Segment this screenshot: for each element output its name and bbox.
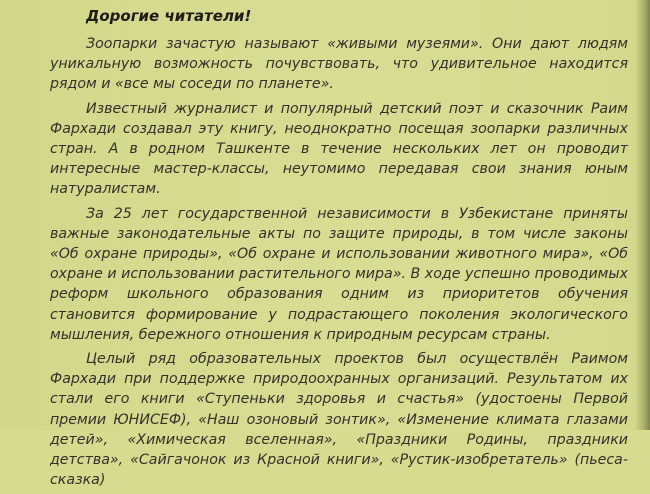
- paragraph-zoos: Зоопарки зачастую называют «живыми музеями». Они дают людям уникальную возможность почувствовать, что удивительное находится рядом и «все мы соседи по планете».: [50, 36, 628, 93]
- paragraph-laws: За 25 лет государственной независимости в Узбекистане приняты важные законодательные акты по защите природы, в том числе законы «Об охране природы», «Об охране и использовании животного мира», «Об охране и использовании растительного мира». В ходе успешно проводимых реформ школьного образования одним из приоритетов обучения становится формирование у подрастающего поколения экологического мышления, бережного отношения к природным ресурсам страны.: [50, 205, 628, 343]
- page-edge: [636, 0, 650, 430]
- greeting-heading: Дорогие читатели!: [86, 7, 252, 25]
- paragraph-author: Известный журналист и популярный детский поэт и сказочник Раим Фархади создавал эту книгу, неоднократно посещая зоопарки различных стран. А в родном Ташкенте в течение нескольких лет он проводит интересные мастер-классы, неутомимо передавая свои знания юным натуралистам.: [50, 100, 628, 198]
- page-text: [50, 6, 628, 494]
- paragraph-projects: Целый ряд образовательных проектов был осуществлён Раимом Фархади при поддержке природоохранных организаций. Результатом их стали его книги «Ступеньки здоровья и счастья» (удостоены Первой премии ЮНИСЕФ), «Наш озоновый зонтик», «Изменение климата глазами детей», «Химическая вселенная», «Праздники Родины, праздники детства», «Сайгачонок из Красной книги», «Рустик-изобретатель» (пьеса-сказка): [50, 351, 628, 489]
